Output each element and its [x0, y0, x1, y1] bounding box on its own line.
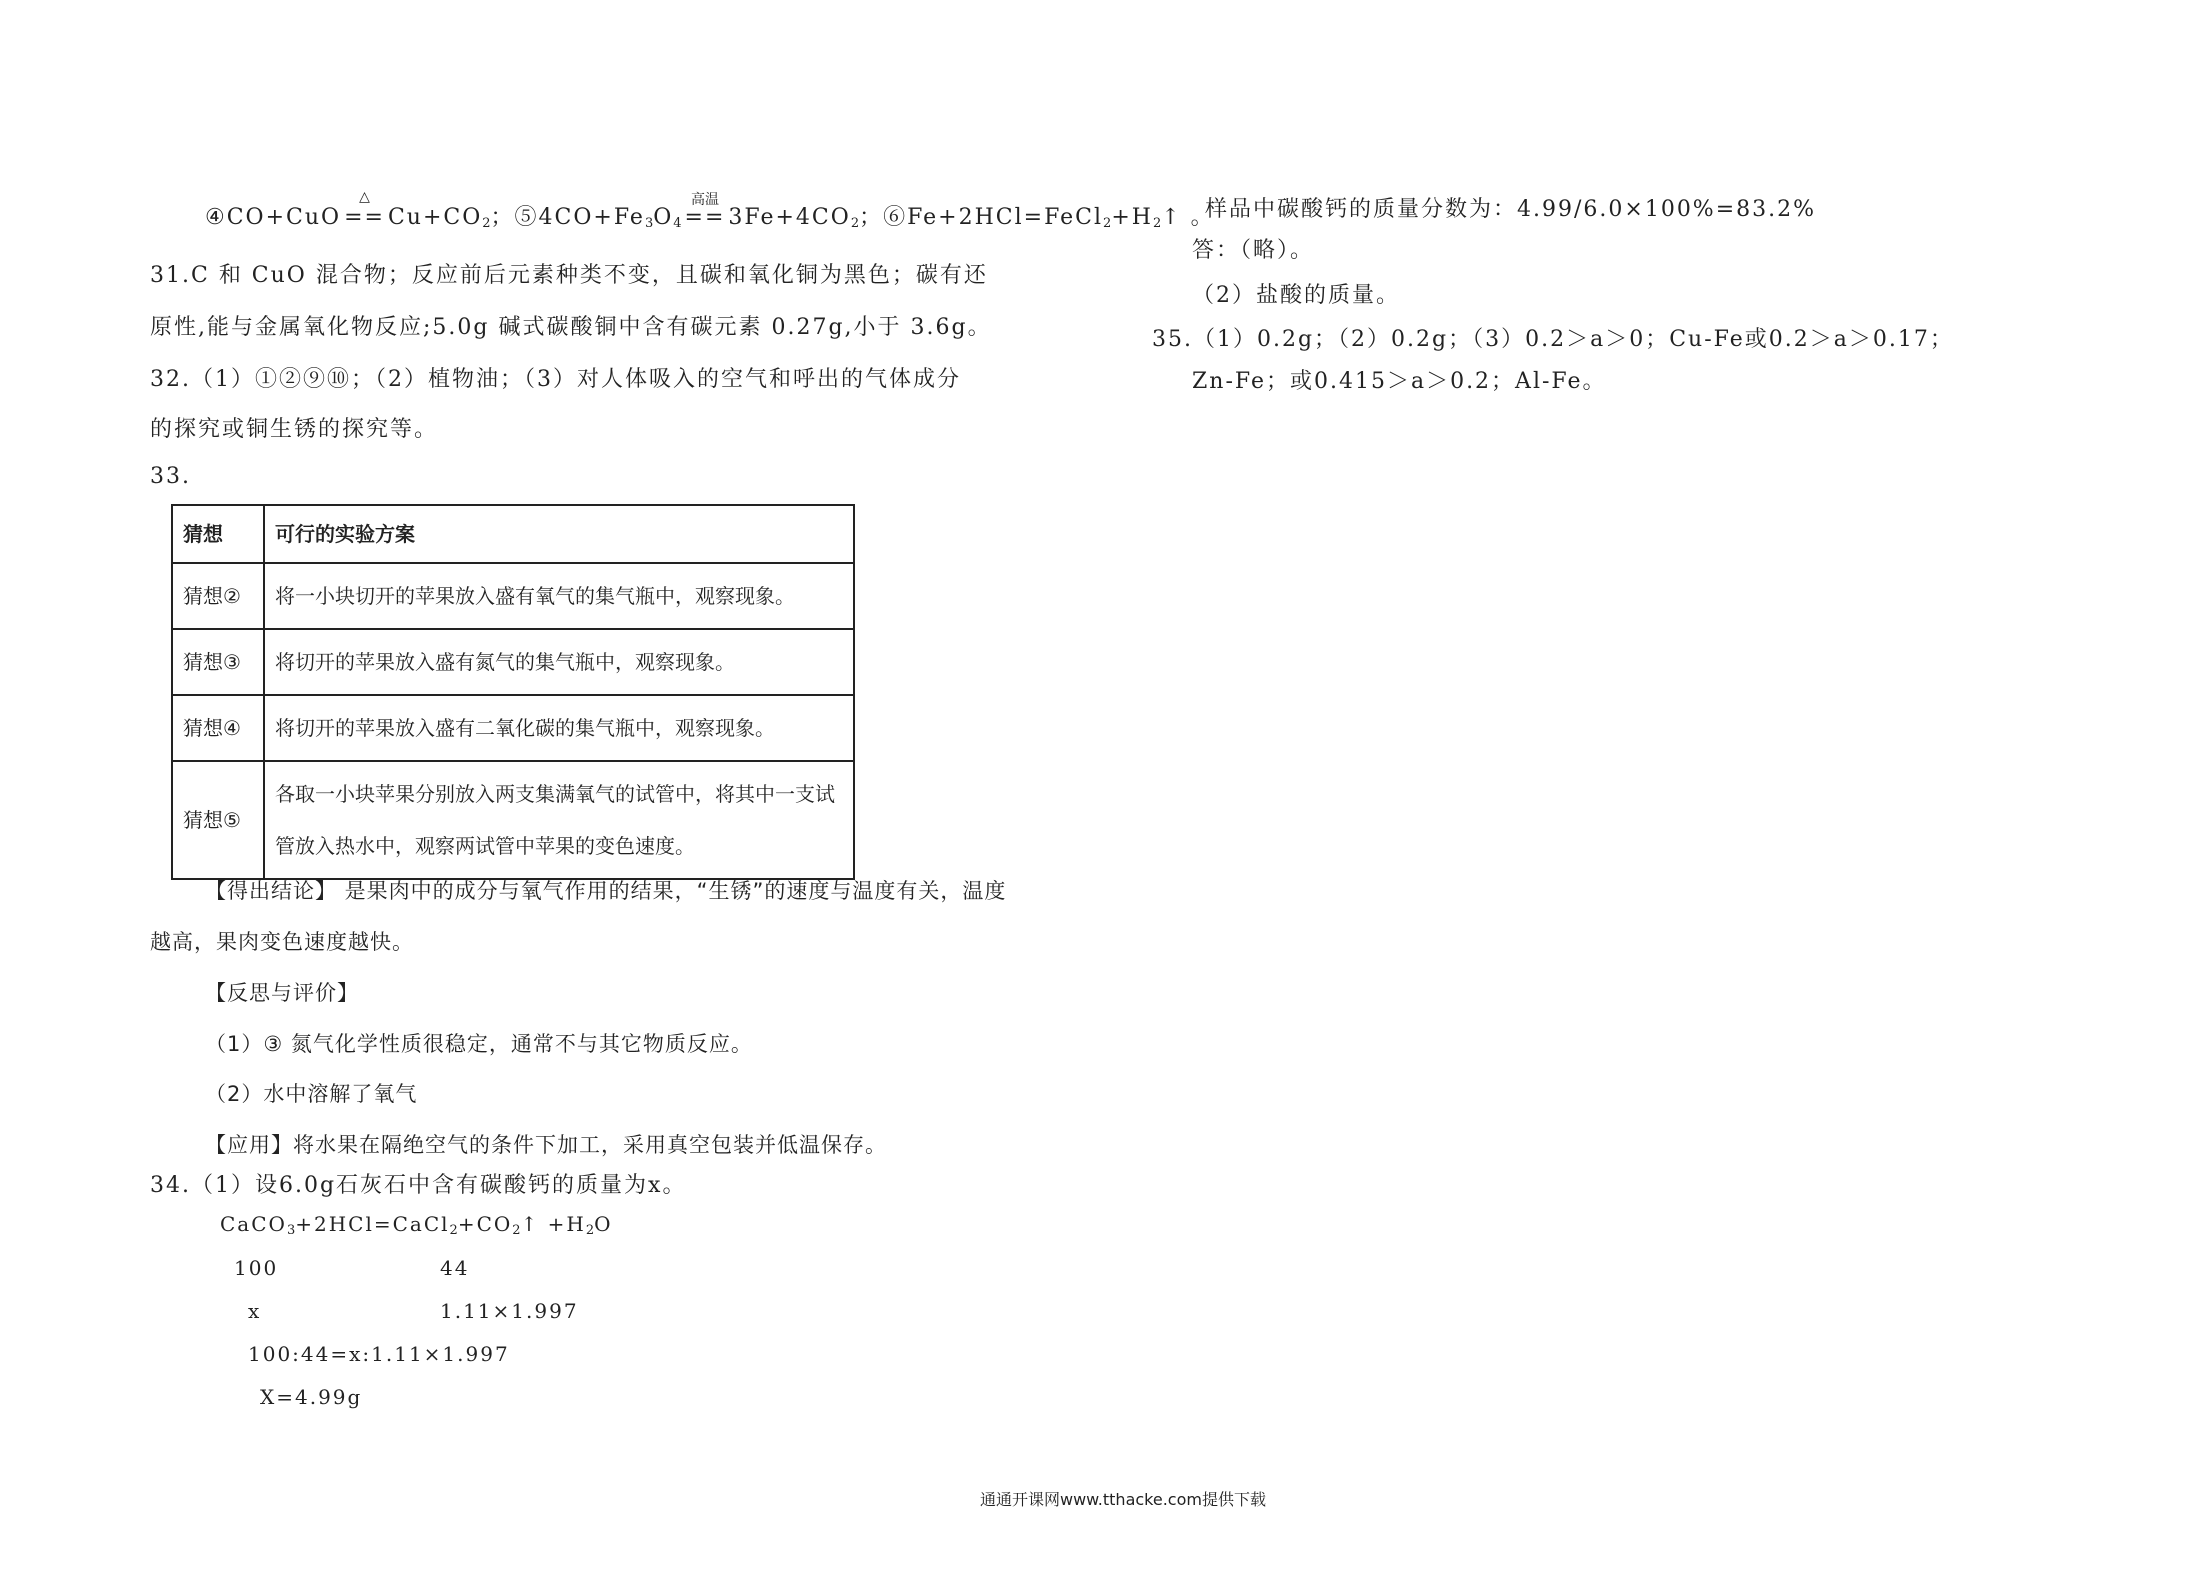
header-plan: 可行的实验方案	[264, 505, 854, 563]
equation-line: ④CO+CuO △ == $Cu+CO_2$；$⑤4CO+Fe_3O_4$ 高温 == $3Fe+4CO_2$；$⑥Fe+2HCl=FeCl_2+H_2↑$ 。	[205, 189, 1215, 231]
conclusion-line1: 【得出结论】 是果肉中的成分与氧气作用的结果，“生锈”的速度与温度有关，温度	[205, 879, 1007, 903]
high-temp-condition: 高温 ==	[684, 192, 726, 230]
q34-r1-b: 44	[440, 1256, 470, 1280]
heat-condition: △ ==	[344, 189, 385, 230]
q33-label: 33.	[150, 464, 191, 489]
table-row	[172, 695, 854, 761]
table-row	[172, 761, 854, 879]
q35-line1: 35.（1）0.2g；（2）0.2g；（3）0.2＞a＞0；Cu-Fe或0.2＞a＞0.17；	[1152, 327, 1954, 352]
guess-cell: 猜想⑤	[172, 761, 264, 879]
application: 【应用】将水果在隔绝空气的条件下加工，采用真空包装并低温保存。	[205, 1133, 887, 1157]
guess-cell: 猜想③	[172, 629, 264, 695]
q34-line1: 34.（1）设6.0g石灰石中含有碳酸钙的质量为x。	[150, 1173, 687, 1198]
q34-r1-a: 100	[234, 1256, 279, 1280]
table-row	[172, 563, 854, 629]
mass-fraction: 样品中碳酸钙的质量分数为：4.99/6.0×100%=83.2%	[1205, 197, 1817, 222]
q34-r2-a: x	[248, 1299, 262, 1323]
table-header-row	[172, 505, 854, 563]
q34-equation: $CaCO_3+2HCl=CaCl_2+CO_2↑ +H_2O$	[220, 1212, 613, 1238]
table-row	[172, 629, 854, 695]
footer-download-note: 通通开课网www.tthacke.com提供下载	[980, 1490, 1266, 1509]
q34-ratio: 100:44=x:1.11×1.997	[248, 1342, 510, 1366]
reflection-title: 【反思与评价】	[205, 981, 359, 1005]
answer: 答：（略）。	[1192, 238, 1315, 263]
plan-cell: 将切开的苹果放入盛有二氧化碳的集气瓶中，观察现象。	[264, 695, 854, 761]
q34-r2-b: 1.11×1.997	[440, 1299, 579, 1323]
plan-cell: 将切开的苹果放入盛有氮气的集气瓶中，观察现象。	[264, 629, 854, 695]
eq-co-cuo: ④CO+CuO	[205, 205, 342, 230]
experiment-table	[171, 504, 855, 880]
guess-cell: 猜想④	[172, 695, 264, 761]
guess-cell: 猜想②	[172, 563, 264, 629]
reflection-2: （2）水中溶解了氧气	[205, 1082, 418, 1106]
q35-line2: Zn-Fe；或0.415＞a＞0.2；Al-Fe。	[1192, 369, 1607, 394]
q31-line1: 31.C 和 CuO 混合物；反应前后元素种类不变，且碳和氧化铜为黑色；碳有还	[150, 263, 988, 288]
plan-cell: 各取一小块苹果分别放入两支集满氧气的试管中，将其中一支试管放入热水中，观察两试管中苹果的变色速度。	[264, 761, 854, 879]
q31-line2: 原性,能与金属氧化物反应;5.0g 碱式碳酸铜中含有碳元素 0.27g,小于 3.6g。	[150, 315, 992, 340]
part2: （2）盐酸的质量。	[1192, 283, 1400, 308]
plan-cell: 将一小块切开的苹果放入盛有氧气的集气瓶中，观察现象。	[264, 563, 854, 629]
q34-result: X=4.99g	[260, 1385, 363, 1409]
q32-line2: 的探究或铜生锈的探究等。	[150, 417, 439, 442]
header-guess: 猜想	[172, 505, 264, 563]
conclusion-line2: 越高，果肉变色速度越快。	[150, 930, 414, 954]
q32-line1: 32.（1）①②⑨⑩；（2）植物油；（3）对人体吸入的空气和呼出的气体成分	[150, 367, 961, 392]
reflection-1: （1）③ 氮气化学性质很稳定，通常不与其它物质反应。	[205, 1032, 753, 1056]
